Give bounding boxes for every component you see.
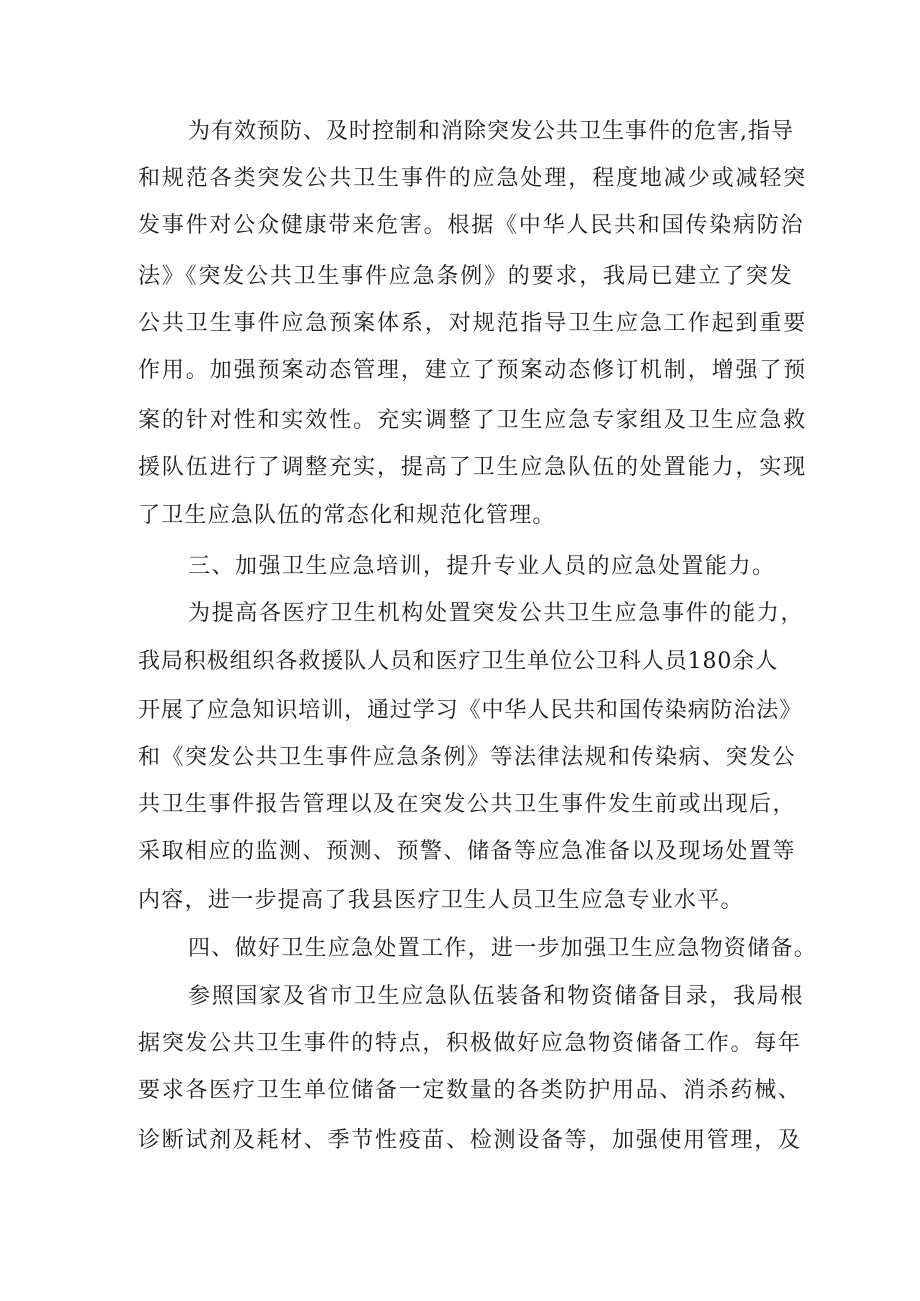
text-line-14: 和《突发公共卫生事件应急条例》等法律法规和传染病、突发公 bbox=[138, 745, 797, 770]
text-line-16: 采取相应的监测、预测、预警、储备等应急准备以及现场处置等 bbox=[138, 839, 797, 864]
text-line-11: 为提高各医疗卫生机构处置突发公共卫生应急事件的能力， bbox=[188, 601, 805, 626]
text-line-9: 了卫生应急队伍的常态化和规范化管理。 bbox=[138, 503, 556, 528]
text-line-8: 援队伍进行了调整充实，提高了卫生应急队伍的处置能力，实现 bbox=[138, 455, 808, 480]
text-line-5: 公共卫生事件应急预案体系，对规范指导卫生应急工作起到重要 bbox=[138, 311, 808, 336]
text-line-22: 诊断试剂及耗材、季节性疫苗、检测设备等，加强使用管理，及 bbox=[138, 1128, 802, 1153]
section-heading-4: 四、做好卫生应急处置工作，进一步加强卫生应急物资储备。 bbox=[188, 936, 818, 961]
text-line-13: 开展了应急知识培训，通过学习《中华人民共和国传染病防治法》 bbox=[138, 698, 803, 723]
text-line-3: 发事件对公众健康带来危害。根据《中华人民共和国传染病防治 bbox=[138, 213, 805, 238]
text-line-4: 法》《突发公共卫生事件应急条例》的要求，我局已建立了突发 bbox=[138, 264, 794, 289]
text-line-6: 作用。加强预案动态管理，建立了预案动态修订机制，增强了预 bbox=[138, 358, 808, 383]
section-heading-3: 三、加强卫生应急培训，提升专业人员的应急处置能力。 bbox=[188, 554, 776, 579]
text-line-12: 我局积极组织各救援队人员和医疗卫生单位公卫科人员180余人 bbox=[138, 649, 779, 674]
text-line-17: 内容，进一步提高了我县医疗卫生人员卫生应急专业水平。 bbox=[138, 888, 744, 913]
text-line-19: 参照国家及省市卫生应急队伍装备和物资储备目录，我局根 bbox=[188, 984, 805, 1009]
text-line-1: 为有效预防、及时控制和消除突发公共卫生事件的危害,指导 bbox=[188, 119, 794, 144]
text-line-15: 共卫生事件报告管理以及在突发公共卫生事件发生前或出现后， bbox=[138, 792, 797, 817]
text-line-21: 要求各医疗卫生单位储备一定数量的各类防护用品、消杀药械、 bbox=[138, 1078, 802, 1103]
text-line-2: 和规范各类突发公共卫生事件的应急处理，程度地减少或减轻突 bbox=[138, 166, 808, 191]
text-line-7: 案的针对性和实效性。充实调整了卫生应急专家组及卫生应急救 bbox=[138, 408, 808, 433]
text-line-20: 据突发公共卫生事件的特点，积极做好应急物资储备工作。每年 bbox=[138, 1031, 802, 1056]
